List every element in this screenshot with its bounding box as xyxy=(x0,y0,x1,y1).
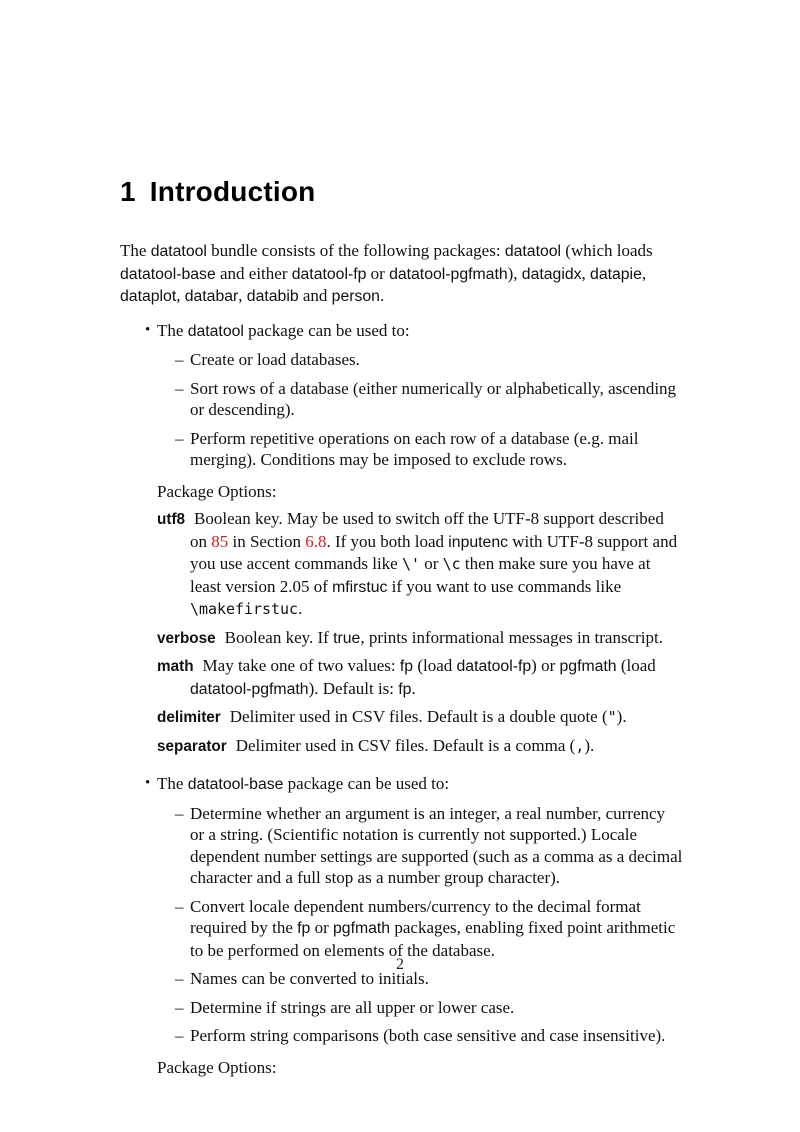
dash-icon: – xyxy=(175,1026,184,1045)
text-run: ), xyxy=(507,263,522,283)
package-name: inputenc xyxy=(448,533,509,551)
hyperlink[interactable]: 6.8 xyxy=(305,531,327,551)
dash-icon: – xyxy=(175,803,184,823)
hyperlink[interactable]: 85 xyxy=(211,531,229,551)
option-key: separator xyxy=(157,737,227,755)
package-name: datapie xyxy=(590,265,642,283)
dash-item xyxy=(157,349,683,371)
text-run: Sort rows of a database (either numerically or alphabetically, ascending or descending). xyxy=(190,378,677,419)
package-name: datatool-fp xyxy=(456,658,532,675)
text-run: The xyxy=(157,320,188,340)
dash-icon: – xyxy=(175,997,184,1017)
package-name: datatool-base xyxy=(120,265,216,283)
option-description xyxy=(190,656,656,698)
text-run: May take one of two values: xyxy=(202,656,400,675)
text-run: , xyxy=(176,286,185,305)
dash-item xyxy=(157,896,683,962)
text-run: package can be used to: xyxy=(243,320,410,340)
package-name: datatool-pgfmath xyxy=(389,265,508,283)
text-run: and either xyxy=(215,263,292,283)
dash-item-text xyxy=(190,428,683,471)
option-key: utf8 xyxy=(157,511,186,528)
option-key: math xyxy=(157,658,194,675)
dash-icon: – xyxy=(175,969,184,988)
package-name: datatool-fp xyxy=(291,265,367,283)
package-options-label: Package Options: xyxy=(157,481,277,501)
dash-item-text xyxy=(190,1025,683,1047)
text-run: Perform string comparisons (both case sensitive and case insensitive). xyxy=(190,1026,666,1045)
text-run: . xyxy=(298,599,303,618)
bullet-body xyxy=(157,320,683,764)
bullet-icon: • xyxy=(145,321,151,338)
text-run: , prints informational messages in transcript. xyxy=(360,627,663,647)
option-description xyxy=(230,707,627,726)
text-run: , xyxy=(238,286,247,305)
section-heading xyxy=(120,177,683,207)
code-fragment: " xyxy=(607,708,617,726)
text-run: . xyxy=(379,286,385,305)
dash-item-text xyxy=(190,997,683,1019)
dash-icon: – xyxy=(175,428,184,448)
dash-item-text xyxy=(190,803,683,889)
text-run: The xyxy=(157,774,188,793)
code-fragment: \' xyxy=(401,555,420,573)
option-entry-separator xyxy=(157,735,683,758)
section-title: Introduction xyxy=(149,176,316,207)
text-run: or xyxy=(310,918,334,937)
bullet-lead xyxy=(157,773,683,796)
text-run: . If you both load xyxy=(326,531,449,551)
text-run: and xyxy=(298,286,332,305)
code-fragment: \c xyxy=(442,555,461,573)
bullet-item-datatool-base xyxy=(120,773,683,1084)
text-run: . xyxy=(411,678,416,698)
dash-item xyxy=(157,1025,683,1047)
text-run: Boolean key. If xyxy=(224,627,334,647)
text-run: Convert locale dependent numbers/currency to the decimal format required by the xyxy=(190,896,641,937)
package-name: datatool xyxy=(187,322,244,340)
dash-item xyxy=(157,803,683,889)
text-run: ). xyxy=(584,735,595,755)
text-run: Determine if strings are all upper or lower case. xyxy=(190,997,515,1017)
code-fragment: , xyxy=(575,736,585,755)
page-content xyxy=(120,177,683,1084)
text-run: (load xyxy=(413,656,457,675)
intro-paragraph xyxy=(120,240,683,308)
package-name: mfirstuc xyxy=(332,578,388,596)
package-name: datatool xyxy=(504,243,562,260)
package-name: true xyxy=(333,629,361,647)
text-run: Delimiter used in CSV files. Default is a double quote ( xyxy=(229,707,608,726)
text-run: Create or load databases. xyxy=(190,350,360,369)
package-name: fp xyxy=(297,920,311,937)
option-entry-utf8 xyxy=(157,508,683,621)
code-fragment: \makefirstuc xyxy=(190,600,299,618)
option-entry-math xyxy=(157,655,683,700)
bullet-body xyxy=(157,773,683,1084)
text-run: with UTF-8 support and you use accent commands like xyxy=(190,531,678,573)
dash-item xyxy=(157,997,683,1019)
dash-item xyxy=(157,378,683,421)
text-run: ). Default is: xyxy=(308,678,399,698)
dash-icon: – xyxy=(175,378,184,398)
text-run: then make sure you have at least version 2.05 of xyxy=(190,554,651,596)
option-description xyxy=(190,509,677,618)
package-options-label: Package Options: xyxy=(157,1057,277,1077)
package-name: dataplot xyxy=(120,288,177,305)
text-run: Boolean key. May be used to switch off the UTF-8 support described on xyxy=(190,509,664,551)
text-run: ) or xyxy=(531,656,560,675)
text-run: Determine whether an argument is an integer, a real number, currency or a string. (Scientific notation is currently not supported.) Locale dependent number settings are supported (such as a comma as a decimal character and a full stop as a number group character). xyxy=(190,803,683,887)
text-run: bundle consists of the following packages: xyxy=(206,241,505,260)
text-run: ). xyxy=(616,707,627,726)
text-run: (load xyxy=(616,656,656,675)
text-run: or xyxy=(366,263,390,283)
package-name: pgfmath xyxy=(333,920,391,937)
dash-item-text xyxy=(190,896,683,962)
text-run: , xyxy=(641,263,647,283)
dash-item xyxy=(157,428,683,471)
text-run: Delimiter used in CSV files. Default is a comma ( xyxy=(235,735,576,755)
package-name: datagidx xyxy=(521,265,582,283)
package-name: databib xyxy=(246,288,299,305)
text-run: The xyxy=(120,241,151,260)
option-entry-delimiter xyxy=(157,706,683,729)
dash-item-text xyxy=(190,378,683,421)
text-run: or xyxy=(419,554,443,573)
package-name: datatool-base xyxy=(187,776,284,793)
text-run: (which loads xyxy=(561,241,653,260)
dash-icon: – xyxy=(175,896,184,916)
text-run: packages, enabling fixed point arithmetic to be performed on elements of the database. xyxy=(190,918,676,960)
text-run: if you want to use commands like xyxy=(387,576,622,596)
option-description xyxy=(225,628,663,647)
option-description xyxy=(236,736,595,755)
bullet-icon: • xyxy=(145,775,151,791)
bullet-lead xyxy=(157,320,683,343)
text-run: package can be used to: xyxy=(283,774,450,793)
page-number: 2 xyxy=(396,956,404,973)
package-name: person xyxy=(331,288,380,305)
package-name: databar xyxy=(184,288,239,305)
text-run: Names can be converted to initials. xyxy=(190,969,429,988)
text-run: in Section xyxy=(228,531,306,551)
text-run: , xyxy=(581,263,591,283)
text-run: Perform repetitive operations on each row of a database (e.g. mail merging). Conditions may be imposed to exclude rows. xyxy=(190,428,639,469)
option-key: delimiter xyxy=(157,709,221,726)
option-key: verbose xyxy=(157,629,216,647)
bullet-item-datatool xyxy=(120,320,683,764)
package-name: datatool xyxy=(150,243,207,260)
package-name: pgfmath xyxy=(559,658,617,675)
option-entry-verbose xyxy=(157,627,683,650)
package-name: fp xyxy=(398,680,412,698)
package-name: datatool-pgfmath xyxy=(190,680,309,698)
section-number: 1 xyxy=(120,176,136,207)
package-name: fp xyxy=(399,658,414,675)
dash-item-text xyxy=(190,349,683,371)
dash-icon: – xyxy=(175,350,184,369)
